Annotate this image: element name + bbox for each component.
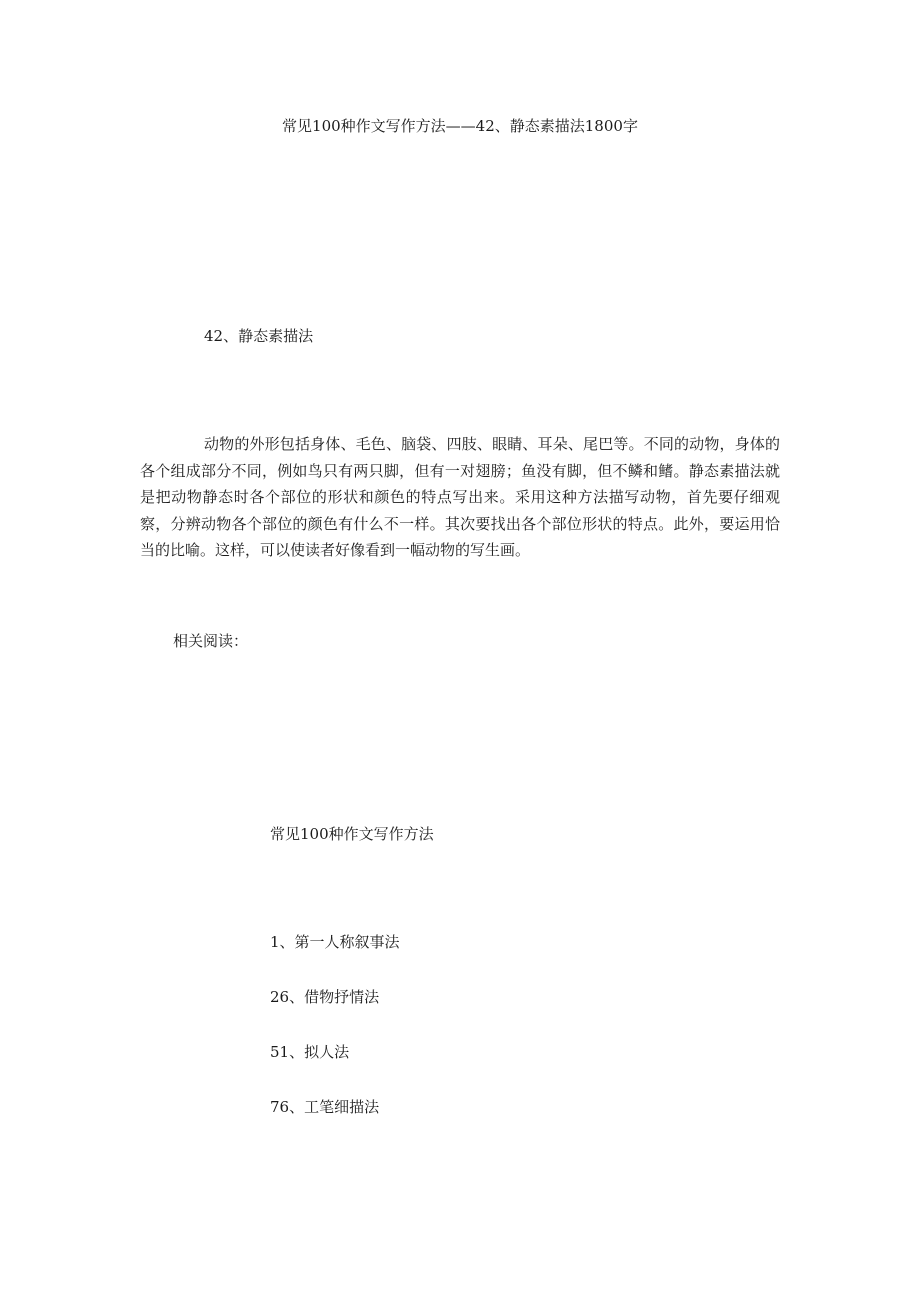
related-list-item[interactable]	[270, 986, 400, 1041]
related-list	[270, 931, 400, 1151]
related-link[interactable]: 26、借物抒情法	[270, 988, 380, 1006]
body-paragraph: 动物的外形包括身体、毛色、脑袋、四肢、眼睛、耳朵、尾巴等。不同的动物，身体的各个组成部分不同，例如鸟只有两只脚，但有一对翅膀；鱼没有脚，但不鳞和鳍。静态素描法就是把动物静态时各个部位的形状和颜色的特点写出来。采用这种方法描写动物，首先要仔细观察，分辨动物各个部位的颜色有什么不一样。其次要找出各个部位形状的特点。此外，要运用恰当的比喻。这样，可以使读者好像看到一幅动物的写生画。	[140, 435, 780, 559]
related-link[interactable]: 76、工笔细描法	[270, 1098, 380, 1116]
related-link[interactable]: 1、第一人称叙事法	[270, 933, 400, 951]
related-list-item[interactable]	[270, 931, 400, 986]
related-list-item[interactable]	[270, 1041, 400, 1096]
related-series-title: 常见100种作文写作方法	[270, 825, 434, 843]
related-list-item[interactable]	[270, 1096, 400, 1151]
related-reading-label: 相关阅读：	[173, 632, 249, 650]
document-title: 常见100种作文写作方法——42、静态素描法1800字	[282, 117, 638, 135]
related-link[interactable]: 51、拟人法	[270, 1043, 350, 1061]
section-heading: 42、静态素描法	[204, 327, 314, 345]
